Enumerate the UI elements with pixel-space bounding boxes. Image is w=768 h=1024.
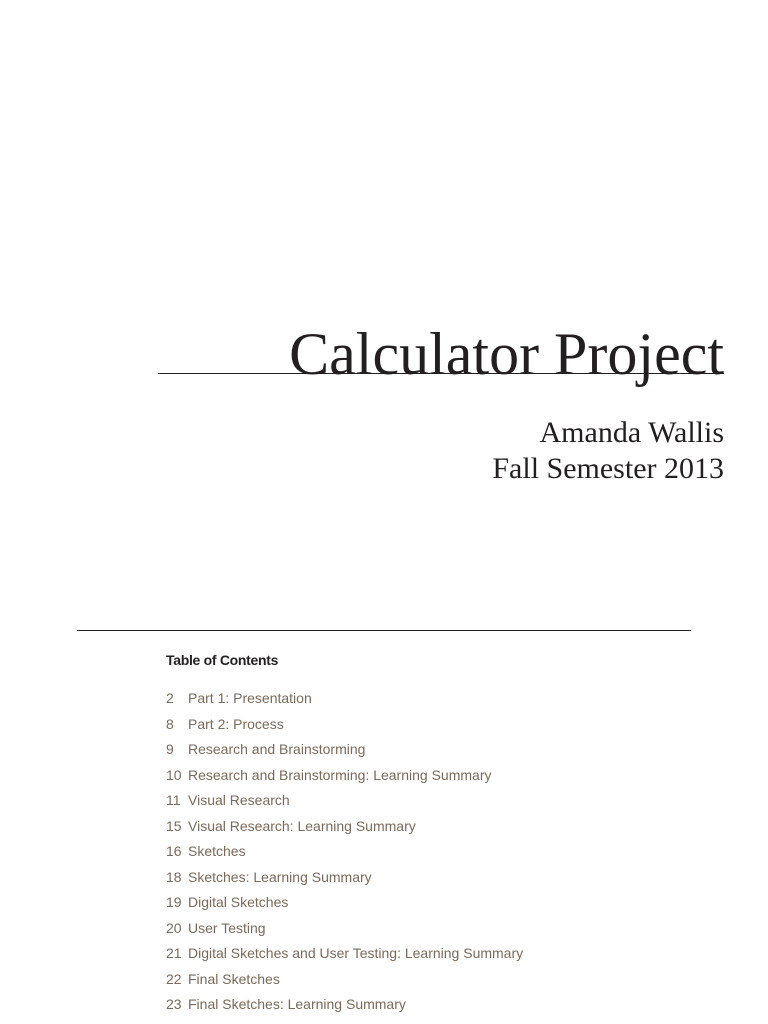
toc-page-number: 16	[166, 843, 182, 859]
toc-entry-label: Sketches: Learning Summary	[188, 868, 372, 885]
toc-entry-label: Research and Brainstorming: Learning Summary	[188, 766, 492, 783]
toc-entry	[166, 790, 523, 816]
toc-page-number: 10	[166, 766, 182, 783]
toc-page-number: 19	[166, 894, 182, 910]
section-divider-rule	[77, 630, 691, 631]
toc-entry	[166, 816, 523, 842]
toc-page-number: 20	[166, 919, 182, 936]
toc-entry	[166, 714, 523, 740]
toc-page-number: 18	[166, 868, 182, 885]
toc-entry-label: Final Sketches: Learning Summary	[188, 996, 406, 1012]
toc-entry-label: Visual Research	[188, 792, 290, 808]
toc-page-number: 8	[166, 715, 174, 732]
toc-entry-label: Final Sketches	[188, 970, 280, 987]
toc-entry-label: Part 1: Presentation	[188, 690, 312, 706]
toc-page-number: 11	[166, 792, 181, 808]
toc-list	[166, 688, 523, 1020]
toc-entry-label: Visual Research: Learning Summary	[188, 817, 416, 834]
toc-entry-label: Digital Sketches and User Testing: Learning Summary	[188, 945, 524, 961]
toc-page-number: 15	[166, 817, 182, 834]
toc-entry	[166, 739, 523, 765]
toc-page-number: 9	[166, 741, 174, 757]
document-title: Calculator Project	[289, 321, 724, 387]
toc-entry-label: Digital Sketches	[188, 894, 289, 910]
toc-entry	[166, 841, 523, 867]
toc-entry	[166, 892, 523, 918]
toc-page-number: 2	[166, 690, 174, 706]
toc-entry	[166, 688, 523, 714]
toc-entry-label: Research and Brainstorming	[188, 741, 366, 757]
toc-entry-label: User Testing	[188, 919, 266, 936]
toc-entry-label: Part 2: Process	[188, 715, 284, 732]
author-name: Amanda Wallis	[539, 416, 724, 449]
toc-page-number: 21	[166, 945, 182, 961]
toc-page-number: 22	[166, 970, 182, 987]
toc-page-number: 23	[166, 996, 182, 1012]
toc-entry-label: Sketches	[188, 843, 246, 859]
toc-entry	[166, 918, 523, 944]
toc-entry	[166, 943, 523, 969]
toc-heading: Table of Contents	[166, 652, 279, 668]
toc-entry	[166, 969, 523, 995]
semester-label: Fall Semester 2013	[492, 452, 724, 485]
toc-entry	[166, 994, 523, 1020]
toc-entry	[166, 867, 523, 893]
toc-entry	[166, 765, 523, 791]
